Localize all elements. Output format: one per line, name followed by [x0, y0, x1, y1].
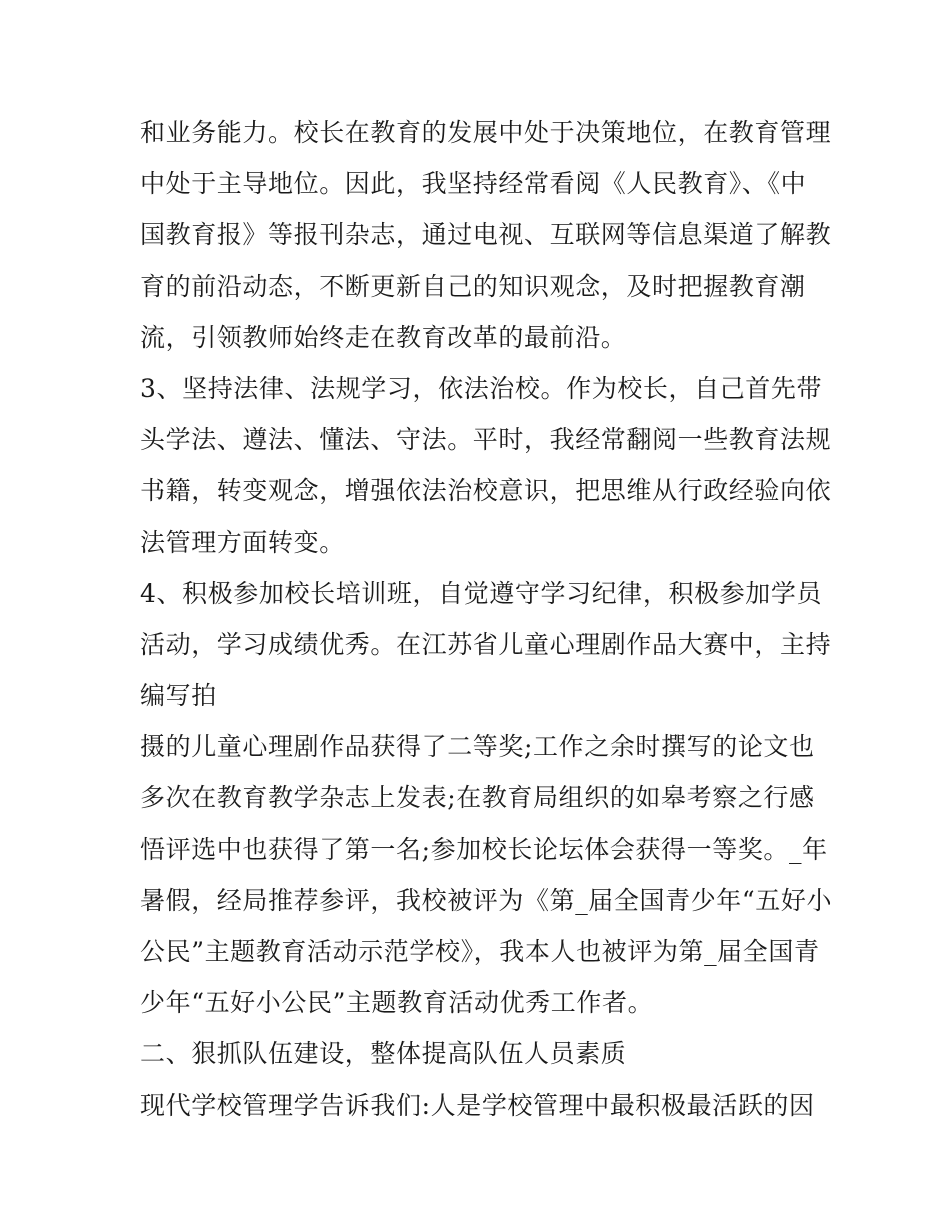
text-line: 多次在教育教学杂志上发表;在教育局组织的如皋考察之行感: [140, 783, 815, 813]
text-line: 中处于主导地位。因此，我坚持经常看阅《人民教育》、《中: [140, 169, 807, 199]
text-line: 和业务能力。校长在教育的发展中处于决策地位，在教育管理: [140, 118, 832, 147]
text-line: 4、积极参加校长培训班，自觉遵守学习纪律，积极参加学员: [140, 578, 823, 608]
text-line: 编写拍: [140, 681, 217, 711]
text-line: 现代学校管理学告诉我们:人是学校管理中最积极最活跃的因: [140, 1090, 815, 1120]
text-line: 育的前沿动态，不断更新自己的知识观念，及时把握教育潮: [140, 271, 806, 301]
text-line: 少年“五好小公民”主题教育活动优秀工作者。: [140, 988, 654, 1018]
text-line: 3、坚持法律、法规学习，依法治校。作为校长，自己首先带: [140, 373, 823, 403]
text-line: 流，引领教师始终走在教育改革的最前沿。: [140, 322, 627, 352]
section-heading: 二、狠抓队伍建设，整体提高队伍人员素质: [140, 1039, 627, 1069]
text-line: 活动，学习成绩优秀。在江苏省儿童心理剧作品大赛中，主持: [140, 629, 832, 659]
text-line: 摄的儿童心理剧作品获得了二等奖;工作之余时撰写的论文也: [140, 732, 815, 762]
text-line: 法管理方面转变。: [140, 527, 345, 557]
text-line: 悟评选中也获得了第一名;参加校长论坛体会获得一等奖。_年: [140, 834, 828, 864]
text-line: 头学法、遵法、懂法、守法。平时，我经常翻阅一些教育法规: [140, 425, 832, 455]
text-line: 国教育报》等报刊杂志，通过电视、互联网等信息渠道了解教: [140, 220, 832, 250]
document-body: [140, 107, 833, 1131]
text-line: 公民”主题教育活动示范学校》，我本人也被评为第_届全国青: [140, 937, 820, 966]
text-line: 书籍，转变观念，增强依法治校意识，把思维从行政经验向依: [140, 476, 832, 506]
text-line: 暑假，经局推荐参评，我校被评为《第_届全国青少年“五好小: [140, 885, 833, 915]
